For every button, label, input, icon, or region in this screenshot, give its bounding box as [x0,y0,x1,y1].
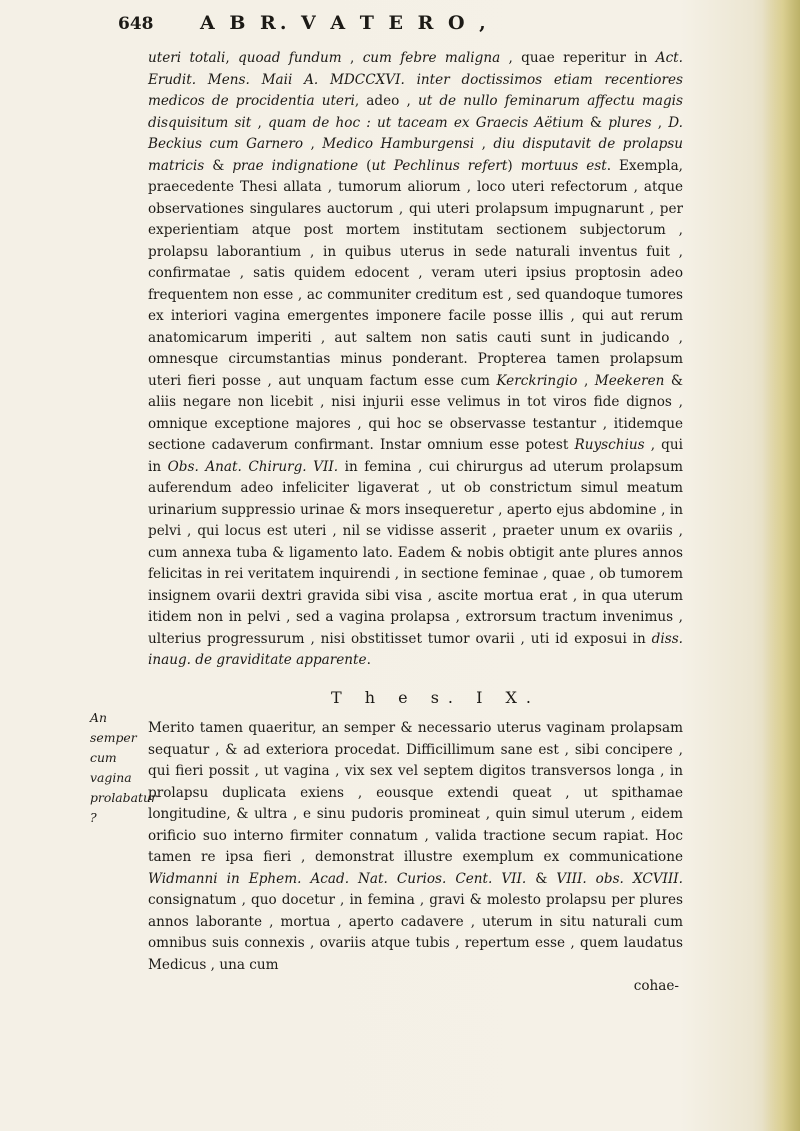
text-span: & [526,870,557,887]
text-span: Merito tamen quaeritur, an semper & necessario uterus vaginam prolapsam sequatur , & ad exteriora procedat. Difficillimum sane est , sibi concipere , qui fieri possit , ut vagina , vix sex vel septem digitos transversos longa , in prolapsu duplicata exiens , eousque extendi queat , ut spithamae longitudine, & ultra , e sinu pudoris promineat , quin simul uterum , eidem orificio suo interno firmiter connatum , valida tractione secum rapiat. Hoc tamen re ipsa fieri , demonstrat illustre exemplum ex communicatione [148,720,683,865]
text-span: D. Beckius cum Garnero [148,114,683,152]
text-span: , quae reperitur in [500,50,656,66]
citation-diss: diss. inaug. de graviditate apparente [148,630,683,668]
page-number: 648 [118,14,154,34]
text-span: & [583,114,609,131]
catchword: cohae- [633,978,679,994]
text-span: . Exempla, praecedente Thesi allata , tumorum aliorum , loco uteri refectorum , atque observationes singulares auctorum , qui uteri prolapsum impugnarunt , per experientiam atque post mortem institutam sectionem subjectorum , prolapsu laborantium , in quibus uterus in sede naturali inventus fuit , confirmatae , satis quidem edocent , veram uteri ipsius proptosin adeo frequentem non esse , ac communiter creditum est , sed quandoque tumores ex interiori vagina emergentes imponere facile posse illis , qui aut rerum anatomicarum imperiti , aut saltem non satis cauti sunt in judicando , omnesque circumstantias minus ponderant. Propterea tamen prolapsum uteri fieri posse , aut unquam factum esse cum [148,157,683,389]
text-span: mortuus est [520,157,607,174]
citation-obs: VIII. obs. XCVIII. [556,870,683,887]
text-span: diu disputavit de prolapsu matricis [148,136,684,174]
text-span: ut Pechlinus refert [371,157,508,174]
text-span: plures [608,114,652,131]
text-span: Medico Hamburgensi [322,136,475,152]
citation-obs: Obs. Anat. Chirurg. VII. [167,458,339,475]
thesis-heading: T h e s. I X. [331,687,540,707]
text-span: ) [507,157,521,174]
author-name: Ruyschius [574,437,645,453]
text-span: ut de nullo feminarum affectu magis disquisitum sit [148,93,683,131]
text-span: , [341,50,363,66]
text-span: consignatum , quo docetur , in femina , gravi & molesto prolapsu per plures annos laborante , mortua , aperto cadavere , uterum in situ naturali cum omnibus suis connexis , ovariis atque tubis , repertum esse , quem laudatus Medicus , una cum [148,892,683,973]
text-span: quam de hoc : ut taceam ex Graecis Aëtium [267,114,584,131]
running-head: A B R. V A T E R O , [200,12,490,34]
text-span: , [474,136,494,152]
marginal-note: An semper cum vagina prolabatur ? [90,710,157,825]
page-header [118,10,698,40]
text-span: , qui in [148,437,683,475]
page-edge-stain [762,0,800,1131]
text-span: prae indignatione [232,157,359,174]
paragraph-1 [148,48,683,672]
text-block [148,48,683,998]
text-span: , [651,114,669,131]
text-span: in femina , cui chirurgus ad uterum prolapsum auferendum adeo infeliciter ligaverat , ut ob constrictum simul meatum urinarium suppressio urinae & mors insequeretur , aperto ejus abdomine , in pelvi , qui locus est uteri , nil se vidisse asserit , praeter unum ex ovariis , cum annexa tuba & ligamento lato. Eadem & nobis obtigit ante plures annos felicitas in rei veritatem inquirendi , in sectione feminae , quae , ob tumorem insignem ovarii dextri gravida sibi visa , ascite mortua erat , in qua uterum itidem non in pelvi , sed a vagina prolapsa , extrorsum tractum invenimus , ulterius progressurum , nisi obstitisset tumor ovarii , uti id exposui in [148,458,683,647]
text-span: . [366,652,371,668]
text-span: , [303,136,323,152]
text-span: & [204,157,233,174]
text-span: , [251,114,268,131]
citation-ephem: Widmanni in Ephem. Acad. Nat. Curios. Cent. VII. [148,870,527,887]
text-span: , adeo , [354,93,418,109]
author-name: Kerckringio [496,372,578,389]
paragraph-2 [148,718,683,976]
text-span: , [225,50,239,66]
text-span: , [577,372,595,389]
citation-acta: Act. Erudit. Mens. Maii A. MDCCXVI. inter doctissimos etiam recentiores medicos de procidentia uteri [148,50,683,109]
text-span: quoad fundum [238,50,342,66]
text-span: & aliis negare non licebit , nisi injurii esse velimus in tot viros fide dignos , omnique exceptione majores , qui hoc se observasse testantur , itidemque sectione cadaverum confirmant. Instar omnium esse potest [148,372,683,453]
text-span: cum febre maligna [362,50,501,66]
text-span: uteri totali [148,50,226,66]
author-name: Meekeren [594,372,665,389]
text-span: ( [358,157,372,174]
